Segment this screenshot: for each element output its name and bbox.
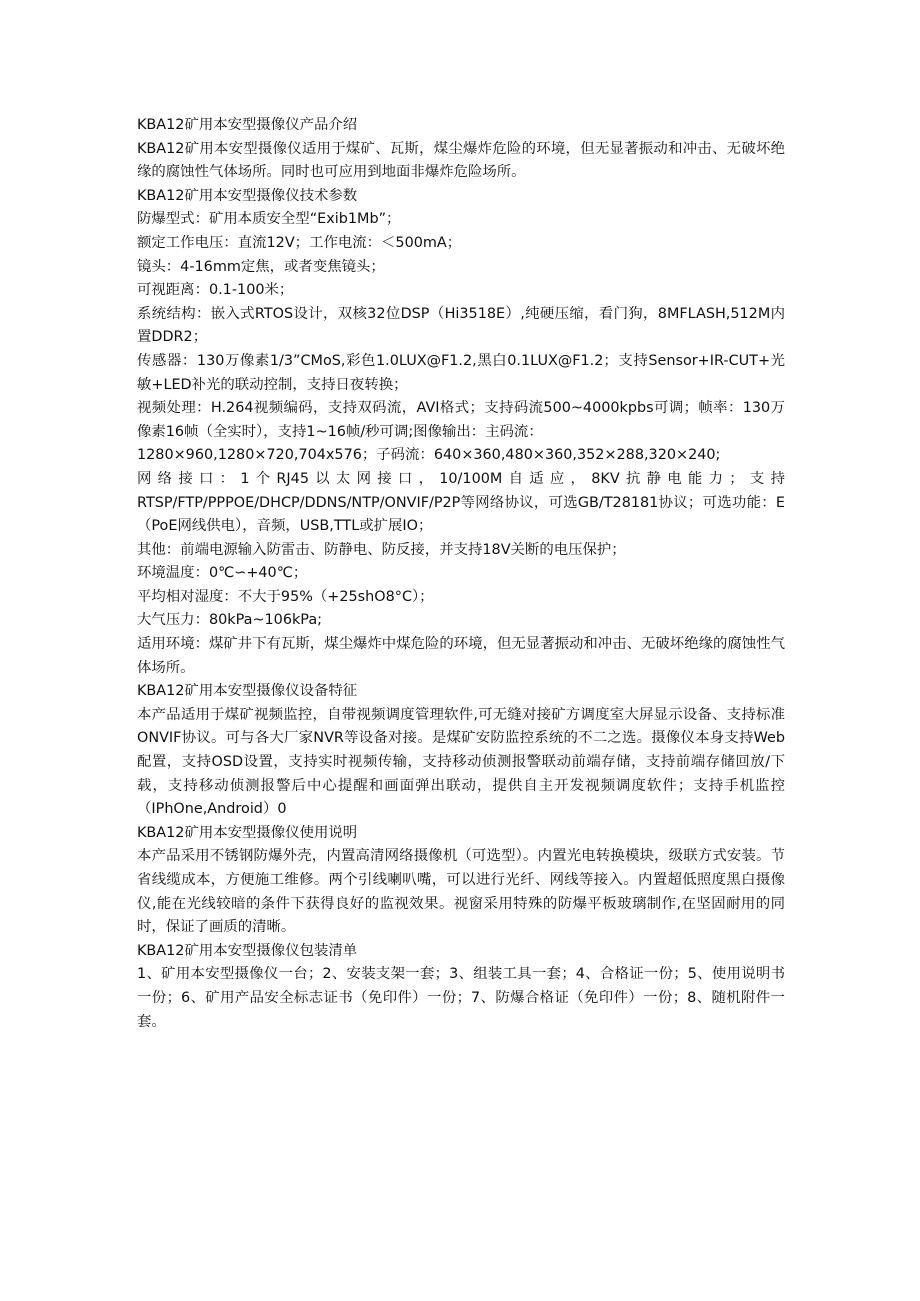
- document-body: [137, 114, 785, 1034]
- spec-relative-humidity: 平均相对湿度：不大于95%（+25shO8°C）；: [137, 588, 434, 605]
- spec-rated-voltage: 额定工作电压：直流12V；工作电流：＜500mA；: [137, 234, 462, 251]
- section-heading-features: KBA12矿用本安型摄像仪设备特征: [137, 683, 358, 700]
- features-paragraph: 本产品适用于煤矿视频监控，自带视频调度管理软件,可无缝对接矿方调度室大屏显示设备、支持标准ONVIF协议。可与各大厂家NVR等设备对接。是煤矿安防监控系统的不二之选。摄像仪本身支持Web配置，支持OSD设置，支持实时视频传输，支持移动侦测报警联动前端存储，支持前端存储回放/下载，支持移动侦测报警后中心提醒和画面弹出联动，提供自主开发视频调度软件；支持手机监控（IPhOne,Android）0: [137, 706, 785, 818]
- section-heading-intro: KBA12矿用本安型摄像仪产品介绍: [137, 117, 358, 133]
- usage-paragraph: 本产品采用不锈钢防爆外壳，内置高清网络摄像机（可选型）。内置光电转换模块，级联方式安装。节省线缆成本，方便施工维修。两个引线喇叭嘴，可以进行光纤、网线等接入。内置超低照度黑白摄像仪,能在光线较暗的条件下获得良好的监视效果。视窗采用特殊的防爆平板玻璃制作,在坚固耐用的同时，保证了画质的清晰。: [137, 848, 785, 936]
- spec-system-structure: 系统结构：嵌入式RTOS设计，双核32位DSP（Hi3518E）,纯硬压缩，看门狗，8MFLASH,512M内置DDR2；: [137, 305, 785, 346]
- section-heading-usage: KBA12矿用本安型摄像仪使用说明: [137, 824, 358, 841]
- packing-list-paragraph: 1、矿用本安型摄像仪一台；2、安装支架一套；3、组装工具一套；4、合格证一份；5、使用说明书一份；6、矿用产品安全标志证书（免印件）一份；7、防爆合格证（免印件）一份；8、随机附件一套。: [137, 966, 785, 1030]
- section-heading-packing: KBA12矿用本安型摄像仪包装清单: [137, 942, 358, 959]
- spec-other: 其他：前端电源输入防雷击、防静电、防反接，并支持18V关断的电压保护；: [137, 541, 626, 558]
- spec-lens: 镜头：4-16mm定焦，或者变焦镜头；: [137, 258, 385, 275]
- spec-atmospheric-pressure: 大气压力：80kPa~106kPa;: [137, 612, 323, 629]
- spec-environment: 适用环境：煤矿井下有瓦斯，煤尘爆炸中煤危险的环境，但无显著振动和冲击、无破坏绝缘的腐蚀性气体场所。: [137, 636, 785, 676]
- spec-visible-distance: 可视距离：0.1-100米；: [137, 282, 294, 299]
- spec-video-processing: 视频处理：H.264视频编码，支持双码流，AVI格式；支持码流500~4000kpbs可调；帧率：130万像素16帧（全实时），支持1~16帧/秒可调;图像输出：主码流：: [137, 400, 785, 440]
- intro-paragraph: KBA12矿用本安型摄像仪适用于煤矿、瓦斯，煤尘爆炸危险的环境，但无显著振动和冲击、无破坏绝缘的腐蚀性气体场所。同时也可应用到地面非爆炸危险场所。: [137, 140, 785, 181]
- spec-sensor: 传感器：130万像素1/3”CMoS,彩色1.0LUX@F1.2,黑白0.1LUX@F1.2；支持Sensor+IR-CUT+光敏+LED补光的联动控制，支持日夜转换；: [137, 352, 785, 393]
- spec-resolutions: 1280×960,1280×720,704x576；子码流：640×360,480×360,352×288,320×240;: [137, 447, 721, 464]
- spec-network-interface: 网络接口：1个RJ45以太网接口，10/100M自适应，8KV抗静电能力；支持RTSP∕FTP∕PPPOE∕DHCP∕DDNS∕NTP∕ONVIF∕P2P等网络协议，可选GB/T28181协议；可选功能：E（PoE网线供电），音频，USB,TTL或扩展IO；: [137, 470, 785, 535]
- spec-explosion-proof-type: 防爆型式：矿用本质安全型“Exib1Mb”；: [137, 211, 401, 228]
- section-heading-specs: KBA12矿用本安型摄像仪技术参数: [137, 187, 358, 204]
- spec-ambient-temperature: 环境温度：0℃∽+40℃；: [137, 565, 308, 582]
